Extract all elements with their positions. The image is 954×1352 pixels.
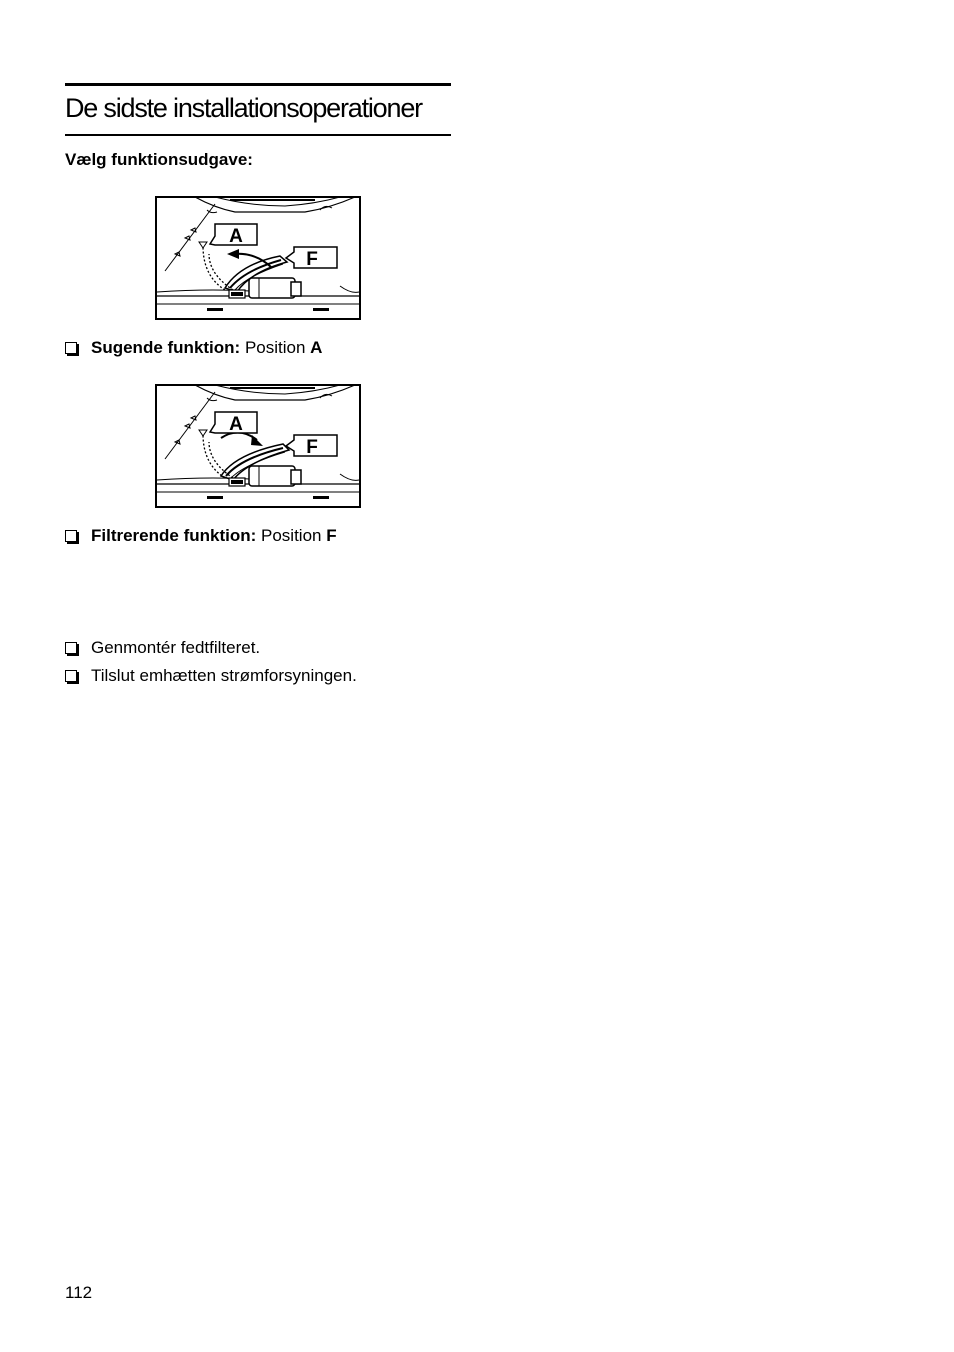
figure1-label-a: A <box>229 226 243 247</box>
option-text: Position <box>256 526 327 545</box>
option-label: Filtrerende funktion: <box>91 526 257 545</box>
option-label: Sugende funktion: <box>91 338 241 357</box>
page-title: De sidste installationsoperationer <box>65 93 422 123</box>
page-number: 112 <box>65 1283 93 1302</box>
figure-suction-mode <box>155 196 361 320</box>
option-value: A <box>310 338 323 357</box>
diagram-suction-illustration <box>155 196 361 320</box>
diagram-filter-illustration <box>155 384 361 508</box>
title-block <box>65 83 451 136</box>
step-text: Tilslut emhætten strømforsyningen. <box>91 666 357 685</box>
figure1-label-f: F <box>306 249 318 270</box>
figure2-label-a: A <box>229 414 243 435</box>
step-text: Genmontér fedtfilteret. <box>91 638 261 657</box>
checkbox-bullet-icon <box>65 342 77 354</box>
option-value: F <box>326 526 337 545</box>
step-connect-power <box>65 665 357 687</box>
option-suction <box>65 337 322 359</box>
option-filter <box>65 525 337 547</box>
checkbox-bullet-icon <box>65 670 77 682</box>
step-remount-filter <box>65 637 260 659</box>
section-subheading: Vælg funktionsudgave: <box>65 150 253 169</box>
figure-filter-mode <box>155 384 361 508</box>
title-rule-bottom <box>65 134 451 136</box>
checkbox-bullet-icon <box>65 642 77 654</box>
checkbox-bullet-icon <box>65 530 77 542</box>
option-text: Position <box>240 338 311 357</box>
figure2-label-f: F <box>306 437 318 458</box>
